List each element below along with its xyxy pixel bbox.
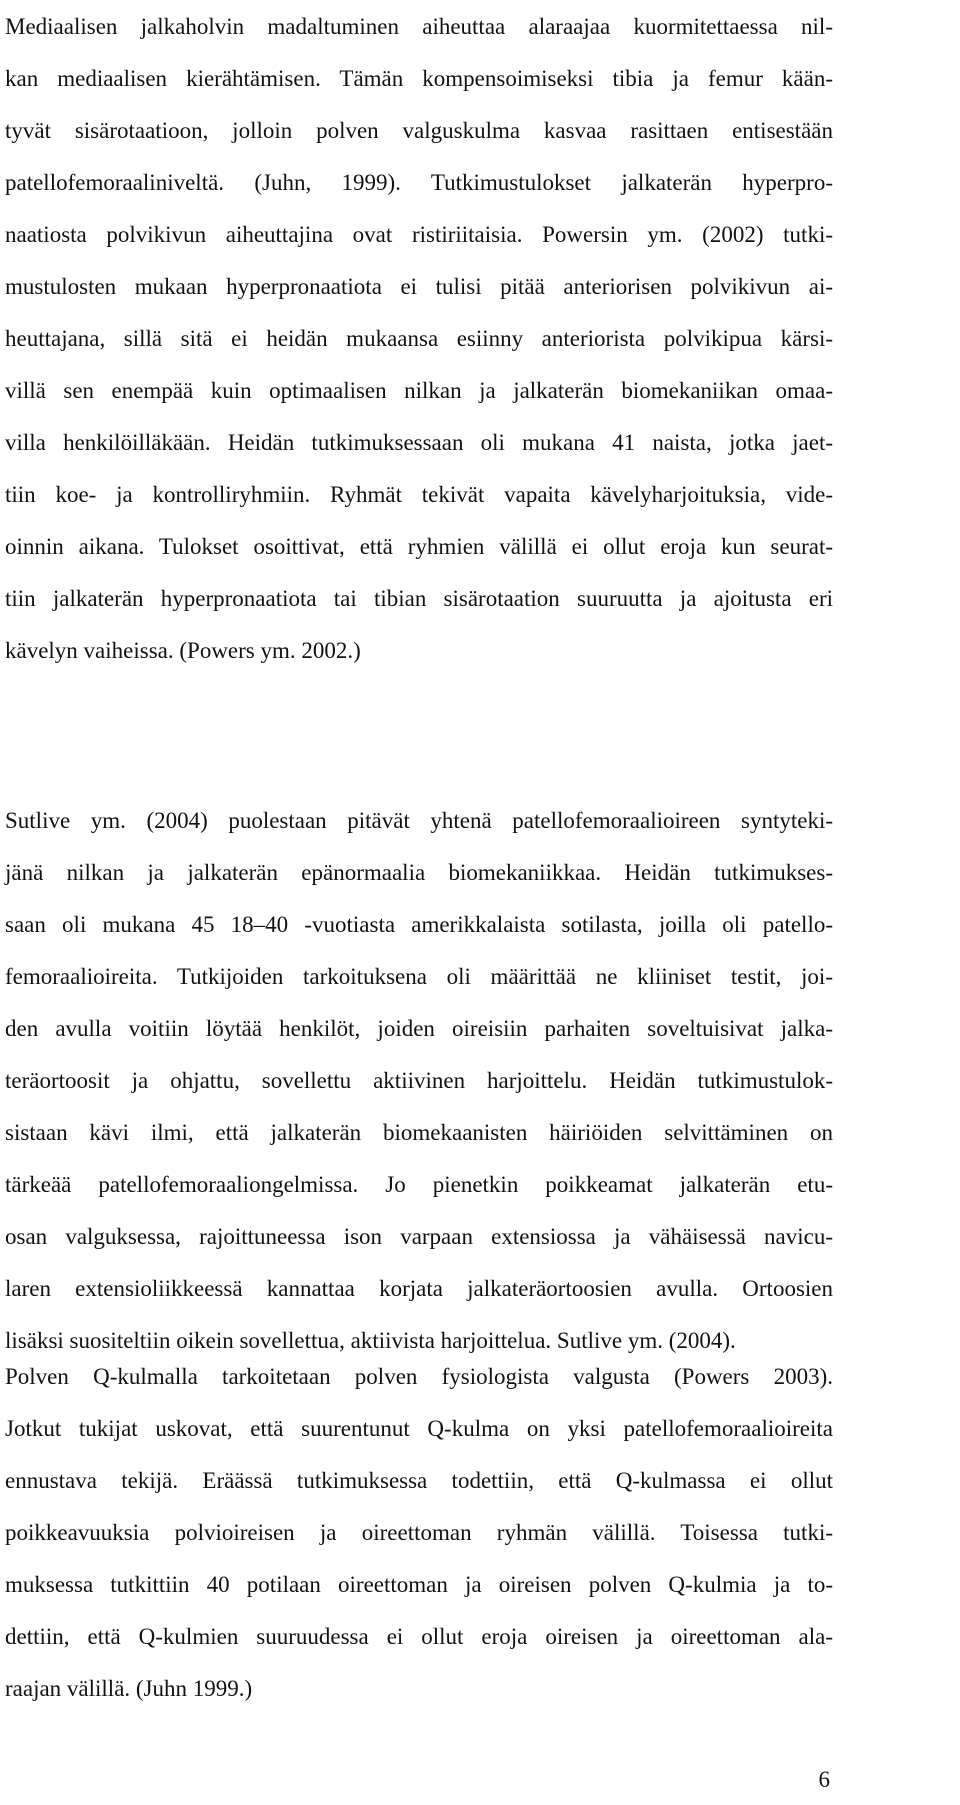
text-line: poikkeavuuksia polvioireisen ja oireettoman ryhmän välillä. Toisessa tutki- xyxy=(5,1520,833,1545)
paragraph-q-angle xyxy=(5,1351,833,1715)
paragraph-sutlive xyxy=(5,795,833,1367)
text-line: den avulla voitiin löytää henkilöt, joiden oireisiin parhaiten soveltuisivat jalka- xyxy=(5,1016,833,1041)
text-line: villä sen enempää kuin optimaalisen nilkan ja jalkaterän biomekaniikan omaa- xyxy=(5,378,833,403)
page-number: 6 xyxy=(818,1767,830,1792)
text-line: teräortoosit ja ohjattu, sovellettu aktiivinen harjoittelu. Heidän tutkimustulok- xyxy=(5,1068,833,1093)
text-line: villa henkilöilläkään. Heidän tutkimuksessaan oli mukana 41 naista, jotka jaet- xyxy=(5,430,833,455)
text-line: tiin koe- ja kontrolliryhmiin. Ryhmät tekivät vapaita kävelyharjoituksia, vide- xyxy=(5,482,833,507)
text-line: tyvät sisärotaatioon, jolloin polven valguskulma kasvaa rasittaen entisestään xyxy=(5,118,833,143)
text-line: muksessa tutkittiin 40 potilaan oireettoman ja oireisen polven Q-kulmia ja to- xyxy=(5,1572,833,1597)
text-line: laren extensioliikkeessä kannattaa korjata jalkateräortoosien avulla. Ortoosien xyxy=(5,1276,833,1301)
text-line: jänä nilkan ja jalkaterän epänormaalia biomekaniikkaa. Heidän tutkimukses- xyxy=(5,860,833,885)
text-line: oinnin aikana. Tulokset osoittivat, että ryhmien välillä ei ollut eroja kun seurat- xyxy=(5,534,833,559)
text-line: ennustava tekijä. Eräässä tutkimuksessa todettiin, että Q-kulmassa ei ollut xyxy=(5,1468,833,1493)
text-line: lisäksi suositeltiin oikein sovellettua, aktiivista harjoittelua. Sutlive ym. (2004). xyxy=(5,1328,736,1353)
text-line: Jotkut tukijat uskovat, että suurentunut Q-kulma on yksi patellofemoraalioireita xyxy=(5,1416,833,1441)
text-line: saan oli mukana 45 18–40 -vuotiasta amerikkalaista sotilasta, joilla oli patello- xyxy=(5,912,833,937)
text-line: naatiosta polvikivun aiheuttajina ovat ristiriitaisia. Powersin ym. (2002) tutki- xyxy=(5,222,833,247)
text-line: Polven Q-kulmalla tarkoitetaan polven fysiologista valgusta (Powers 2003). xyxy=(5,1364,833,1389)
text-line: sistaan kävi ilmi, että jalkaterän biomekaanisten häiriöiden selvittäminen on xyxy=(5,1120,833,1145)
text-line: tärkeää patellofemoraaliongelmissa. Jo pienetkin poikkeamat jalkaterän etu- xyxy=(5,1172,833,1197)
text-line: kävelyn vaiheissa. (Powers ym. 2002.) xyxy=(5,638,361,663)
text-line: Mediaalisen jalkaholvin madaltuminen aiheuttaa alaraajaa kuormitettaessa nil- xyxy=(5,14,833,39)
paragraph-pronation xyxy=(5,1,833,677)
text-line: kan mediaalisen kierähtämisen. Tämän kompensoimiseksi tibia ja femur kään- xyxy=(5,66,833,91)
text-line: patellofemoraaliniveltä. (Juhn, 1999). Tutkimustulokset jalkaterän hyperpro- xyxy=(5,170,833,195)
text-line: heuttajana, sillä sitä ei heidän mukaansa esiinny anteriorista polvikipua kärsi- xyxy=(5,326,833,351)
text-line: femoraalioireita. Tutkijoiden tarkoituksena oli määrittää ne kliiniset testit, joi- xyxy=(5,964,833,989)
text-line: raajan välillä. (Juhn 1999.) xyxy=(5,1676,253,1701)
text-line: mustulosten mukaan hyperpronaatiota ei tulisi pitää anteriorisen polvikivun ai- xyxy=(5,274,833,299)
text-line: dettiin, että Q-kulmien suuruudessa ei ollut eroja oireisen ja oireettoman ala- xyxy=(5,1624,833,1649)
text-line: osan valguksessa, rajoittuneessa ison varpaan extensiossa ja vähäisessä navicu- xyxy=(5,1224,833,1249)
text-line: tiin jalkaterän hyperpronaatiota tai tibian sisärotaation suuruutta ja ajoitusta eri xyxy=(5,586,833,611)
text-line: Sutlive ym. (2004) puolestaan pitävät yhtenä patellofemoraalioireen syntyteki- xyxy=(5,808,833,833)
